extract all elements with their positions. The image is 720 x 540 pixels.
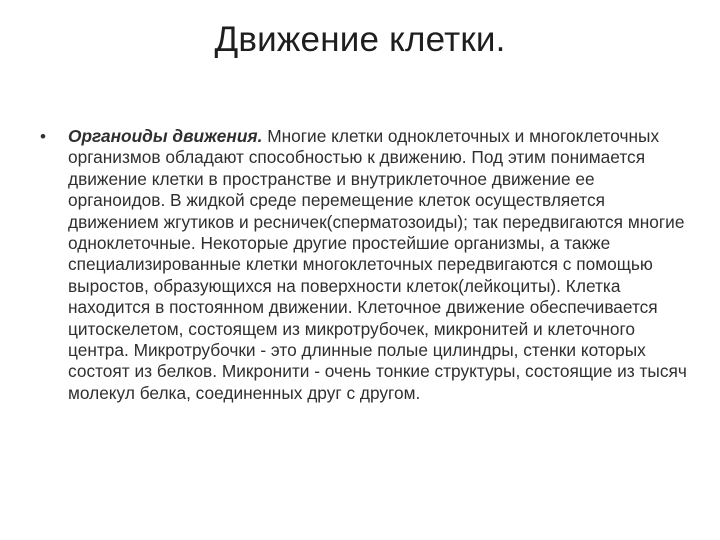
bullet-term: Органоиды движения. [68,126,263,146]
bullet-text: Многие клетки одноклеточных и многоклеточных организмов обладают способностью к движению. Под этим понимается движение клетки в пространстве и внутриклеточное движение ее органоидов. В жидкой среде перемещение клеток осуществляется движением жгутиков и ресничек(сперматозоиды); так передвигаются многие одноклеточные. Некоторые другие простейшие организмы, а также специализированные клетки многоклеточных передвигаются с помощью выростов, образующихся на поверхности клеток(лейкоциты). Клетка находится в постоянном движении. Клеточное движение обеспечивается цитоскелетом, состоящем из микротрубочек, микронитей и клеточного центра. Микротрубочки - это длинные полые цилиндры, стенки которых состоят из белков. Микронити - очень тонкие структуры, состоящие из тысяч молекул белка, соединенных друг с другом. [68,126,687,403]
bullet-item [30,126,695,404]
bullet-marker: • [40,127,46,146]
slide-content [30,126,695,404]
slide-title: Движение клетки. [214,20,506,59]
